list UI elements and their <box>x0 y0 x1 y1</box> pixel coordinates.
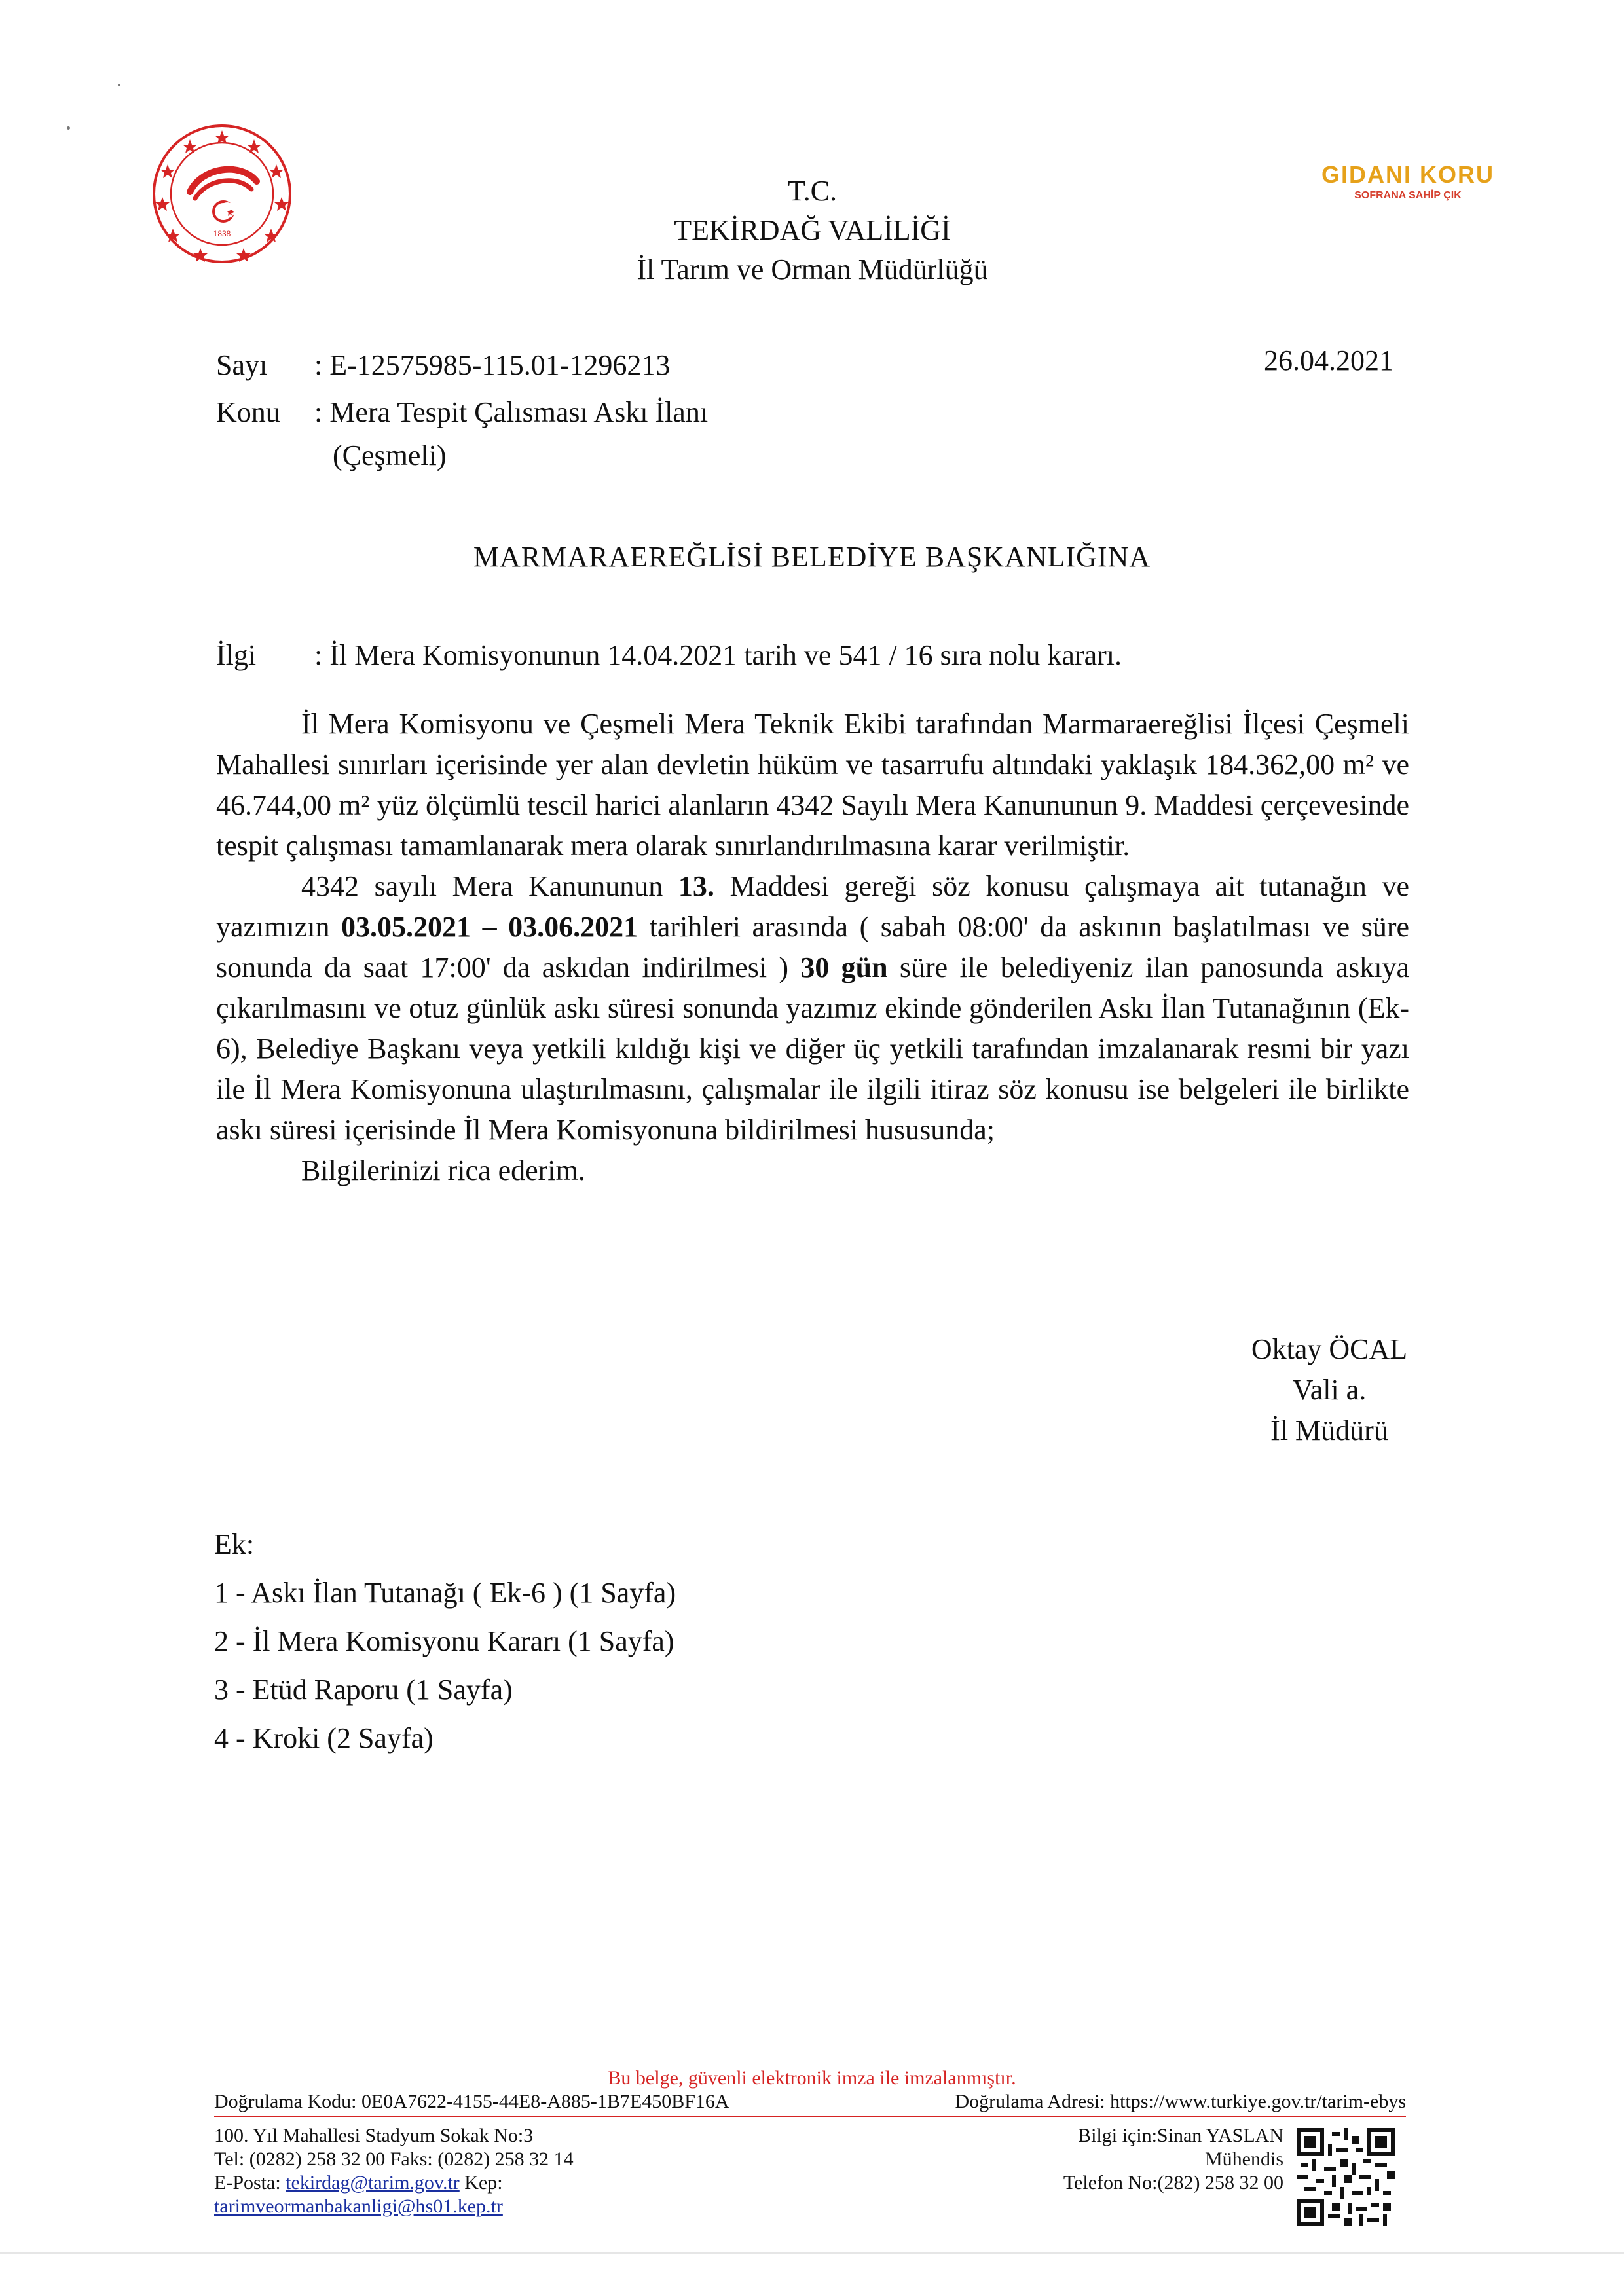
body-p2-article: 13. <box>678 870 714 902</box>
qr-code-icon <box>1297 2128 1395 2226</box>
body-paragraph-1: İl Mera Komisyonu ve Çeşmeli Mera Teknik Ekibi tarafından Marmaraereğlisi İlçesi Çeşmeli Mahallesi sınırları içerisinde yer alan devletin hüküm ve tasarrufu altındaki yaklaşık 184.362,00 m² ve 46.744,00 m² yüz ölçümlü tescil harici alanların 4342 Sayılı Mera Kanununun 9. Maddesi çerçevesinde tespit çalışması tamamlanarak mera olarak sınırlandırılmasına karar verilmiştir. <box>216 708 1409 862</box>
document-date: 26.04.2021 <box>1264 344 1393 376</box>
attachment-item: 1 - Askı İlan Tutanağı ( Ek-6 ) (1 Sayfa) <box>214 1577 676 1609</box>
info-contact: Bilgi için:Sinan YASLAN <box>1078 2125 1283 2146</box>
addressee: MARMARAEREĞLİSİ BELEDİYE BAŞKANLIĞINA <box>473 541 1151 573</box>
verification-line <box>214 2091 1406 2117</box>
scan-speck <box>67 126 70 130</box>
scan-speck <box>118 84 120 86</box>
signatory-title-2: İl Müdürü <box>1270 1414 1388 1446</box>
body-paragraph-2 <box>216 866 1409 1150</box>
header-governorship: TEKİRDAĞ VALİLİĞİ <box>674 214 951 246</box>
contact-kep-row <box>214 2195 574 2218</box>
esign-note: Bu belge, güvenli elektronik imza ile imzalanmıştır. <box>608 2067 1016 2089</box>
body-paragraph-3: Bilgilerinizi rica ederim. <box>301 1154 585 1186</box>
letter-body <box>216 704 1409 1191</box>
body-p2-text: 4342 sayılı Mera Kanununun <box>301 870 678 902</box>
verification-code: Doğrulama Kodu: 0E0A7622-4155-44E8-A885-1B7E450BF16A <box>214 2091 729 2112</box>
attachments-label: Ek: <box>214 1528 255 1560</box>
brand-title: GIDANI KORU <box>1321 161 1494 188</box>
scan-edge-line <box>0 2252 1624 2254</box>
info-title: Mühendis <box>1205 2148 1283 2170</box>
body-p2-text: süre ile belediyeniz ilan panosunda askıya çıkarılmasını ve otuz günlük askı süresi sonunda yazımız ekinde gönderilen Askı İlan Tutanağının (Ek-6), Belediye Başkanı veya yetkili kıldığı kişi ve diğer üç yetkili tarafından imzalanarak resmi bir yazı ile İl Mera Komisyonuna ulaştırılmasını, çalışmalar ile ilgili itiraz söz konusu ise belgeleri ile birlikte askı süresi içerisinde İl Mera Komisyonuna bildirilmesi hususunda; <box>216 951 1410 1146</box>
contact-email-row <box>214 2171 574 2195</box>
body-p2-duration: 30 gün <box>800 951 888 983</box>
ilgi-label: İlgi <box>216 639 257 671</box>
signatory-name: Oktay ÖCAL <box>1251 1333 1408 1365</box>
konu-label: Konu <box>216 396 280 428</box>
contact-address: 100. Yıl Mahallesi Stadyum Sokak No:3 <box>214 2125 534 2146</box>
gidani-koru-logo <box>1316 161 1500 202</box>
kep-link[interactable]: tarimveormanbakanligi@hs01.kep.tr <box>214 2195 503 2217</box>
svg-text:1838: 1838 <box>213 229 231 238</box>
email-label: E-Posta: <box>214 2172 286 2194</box>
brand-subtitle: SOFRANA SAHİP ÇIK <box>1354 190 1462 201</box>
contact-block <box>214 2124 574 2218</box>
info-block <box>982 2124 1283 2195</box>
body-p2-text: tarihleri arasında ( sabah 08:00' da askının başlatılması ve süre sonunda da saat 17:00' da askıdan indirilmesi ) <box>216 911 1410 983</box>
body-p2-text: Maddesi gereği söz konusu çalışmaya ait tutanağın ve yazımızın <box>216 870 1409 943</box>
konu-value-2: (Çeşmeli) <box>333 439 447 471</box>
signatory-title-1: Vali a. <box>1292 1374 1367 1406</box>
email-link[interactable]: tekirdag@tarim.gov.tr <box>286 2172 460 2194</box>
ilgi-value: : İl Mera Komisyonunun 14.04.2021 tarih ve 541 / 16 sıra nolu kararı. <box>314 639 1122 671</box>
sayi-value: : E-12575985-115.01-1296213 <box>314 349 671 381</box>
body-p2-dates: 03.05.2021 – 03.06.2021 <box>341 911 638 943</box>
sayi-label: Sayı <box>216 349 268 381</box>
header-directorate: İl Tarım ve Orman Müdürlüğü <box>637 253 988 285</box>
contact-phone-fax: Tel: (0282) 258 32 00 Faks: (0282) 258 32 14 <box>214 2148 574 2170</box>
signature-block <box>1231 1329 1428 1451</box>
info-phone: Telefon No:(282) 258 32 00 <box>1063 2172 1283 2194</box>
attachments-list <box>214 1520 676 1763</box>
attachment-item: 2 - İl Mera Komisyonu Kararı (1 Sayfa) <box>214 1625 674 1657</box>
header-tc: T.C. <box>788 175 837 207</box>
kep-label: Kep: <box>459 2172 503 2194</box>
verification-address[interactable]: Doğrulama Adresi: https://www.turkiye.gov.tr/tarim-ebys <box>955 2091 1406 2112</box>
konu-value: : Mera Tespit Çalısması Askı İlanı <box>314 396 709 428</box>
attachment-item: 4 - Kroki (2 Sayfa) <box>214 1722 434 1754</box>
attachment-item: 3 - Etüd Raporu (1 Sayfa) <box>214 1674 513 1706</box>
